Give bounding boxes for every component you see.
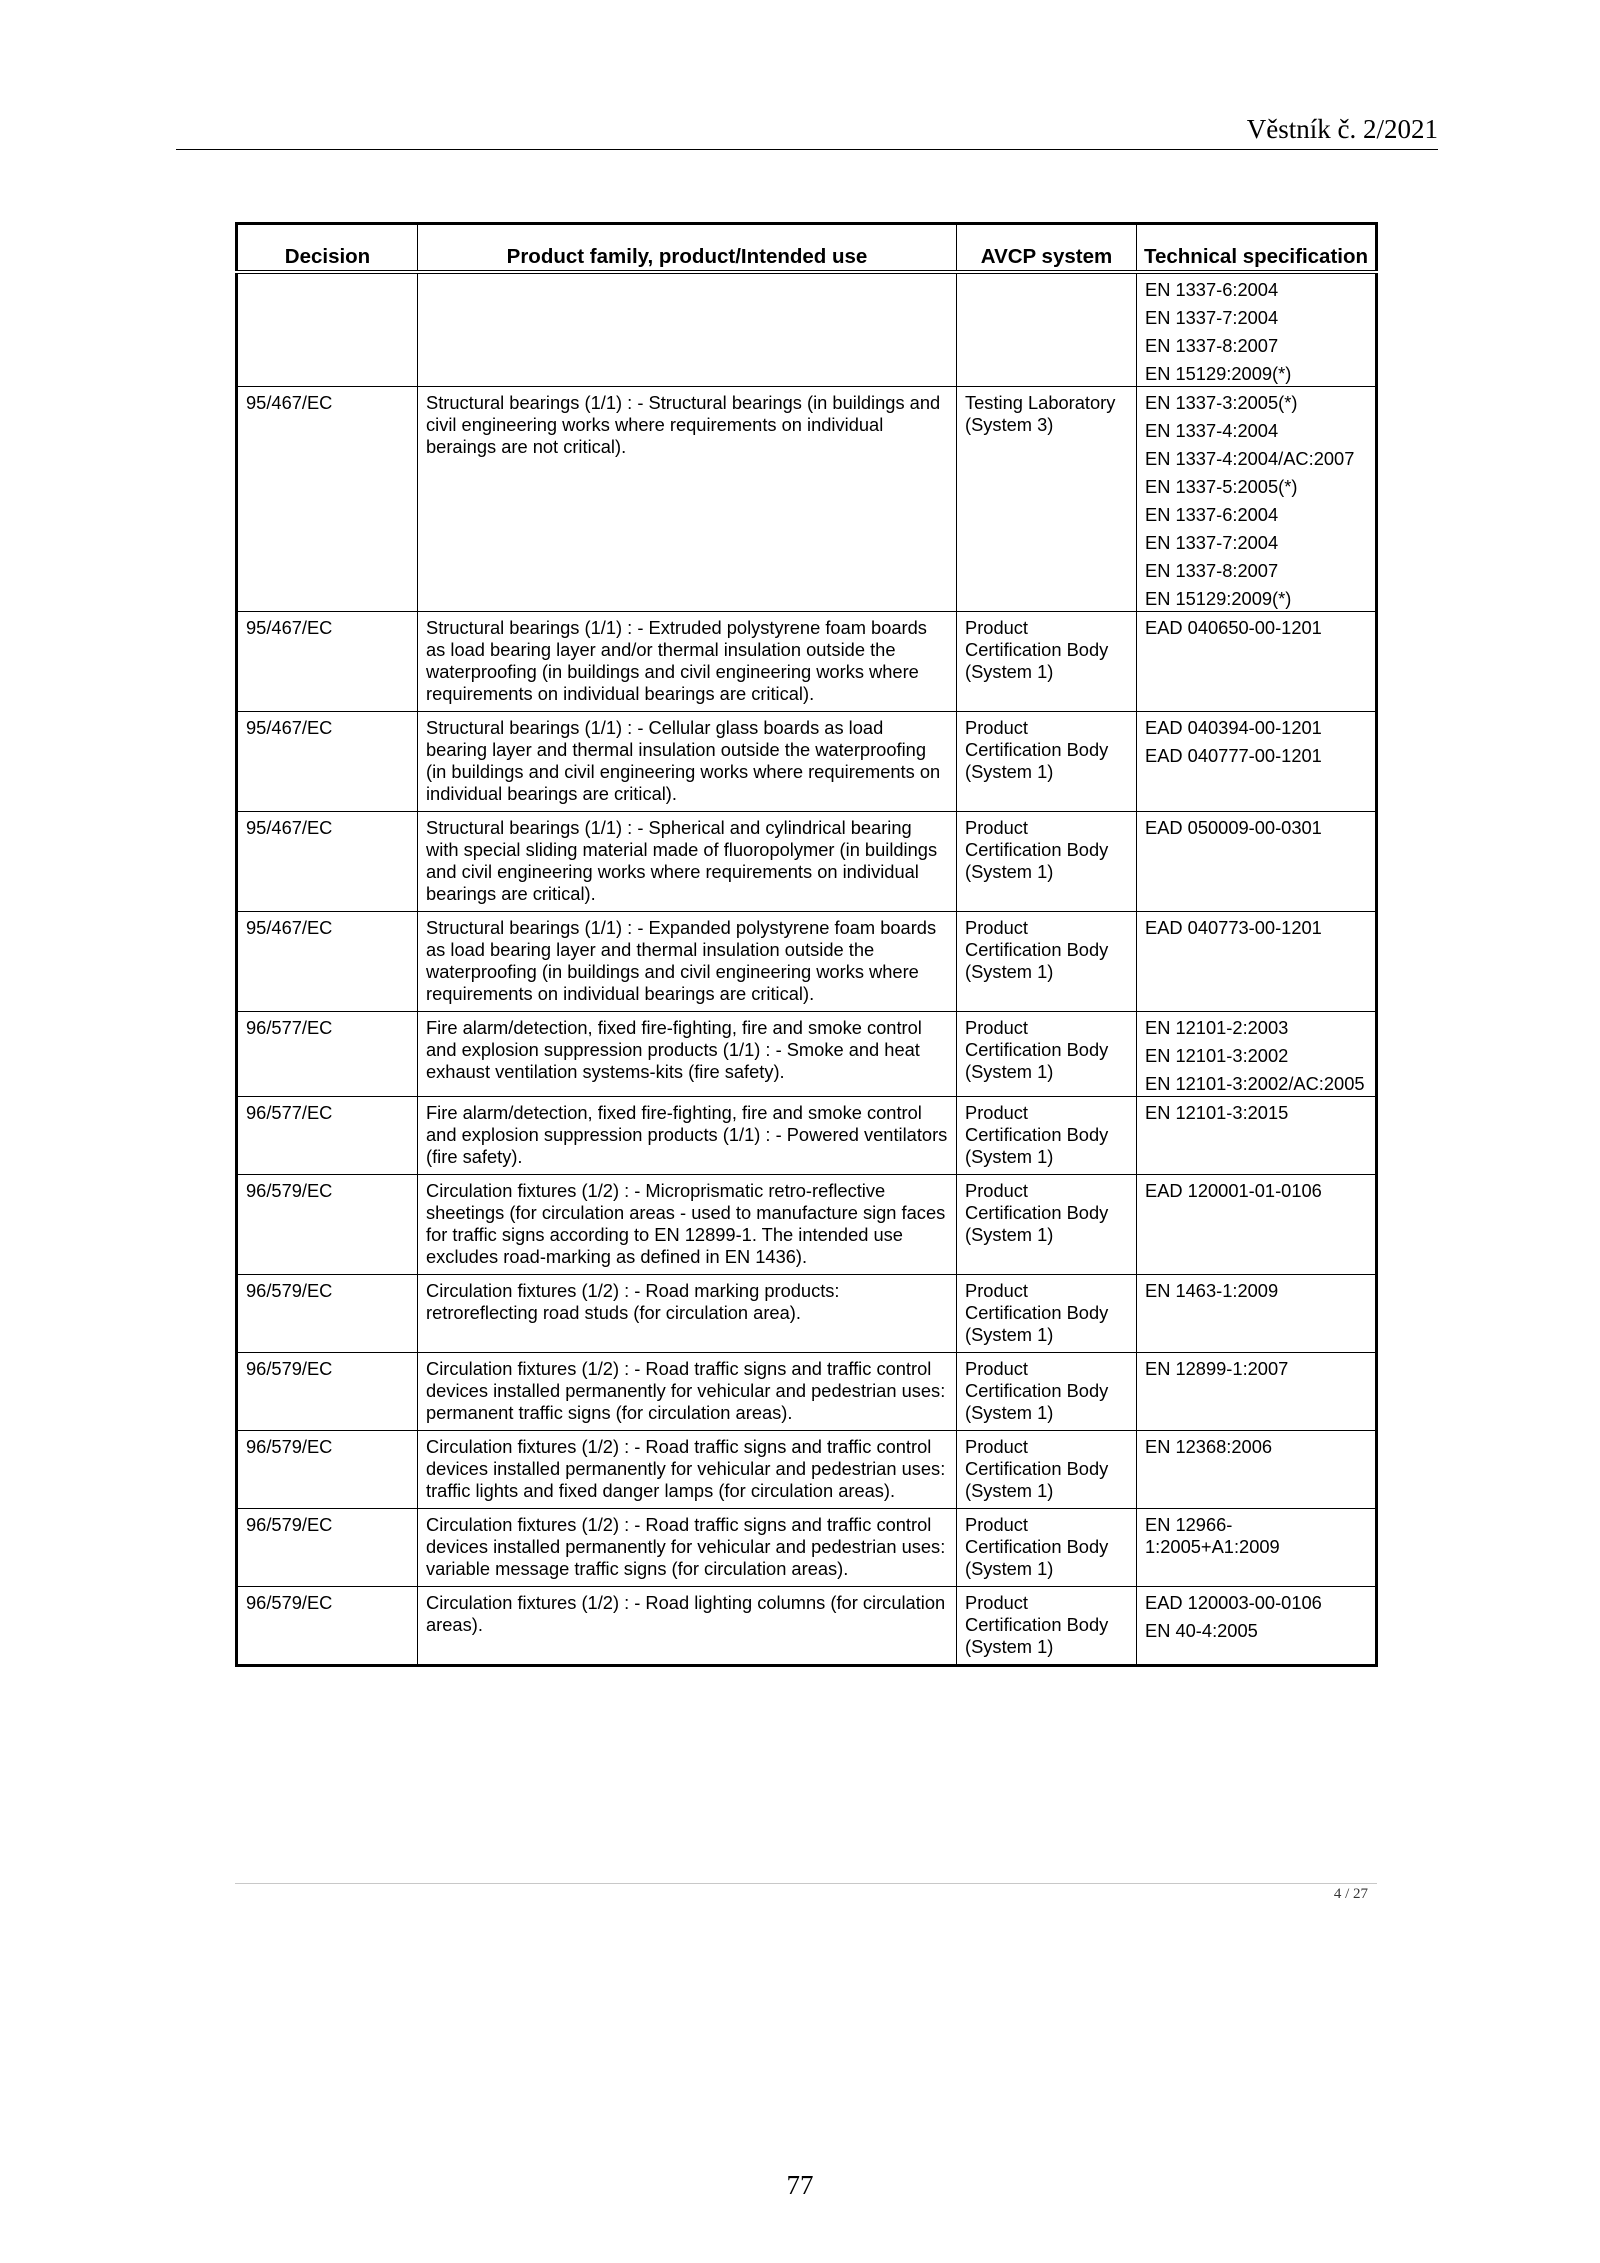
technical-specification-cell [1137, 1011, 1377, 1096]
decision-cell-text: 95/467/EC [246, 816, 333, 838]
specification-entry: EN 1337-6:2004 [1145, 278, 1279, 300]
product-cell [418, 711, 957, 811]
column-header-technical-specification: Technical specification [1137, 224, 1377, 272]
decision-cell-text: 95/467/EC [246, 616, 333, 638]
table-row [237, 1430, 1377, 1508]
table-row [237, 611, 1377, 711]
table-body [237, 272, 1377, 1666]
avcp-cell-text: Product Certification Body (System 1) [965, 1357, 1109, 1423]
decision-cell-text: 96/579/EC [246, 1513, 333, 1535]
specification-entry: EN 1337-4:2004 [1145, 419, 1279, 441]
product-cell-text [418, 274, 956, 285]
avcp-cell-text: Testing Laboratory (System 3) [965, 391, 1116, 435]
technical-specification-cell [1137, 386, 1377, 611]
product-cell-text: Structural bearings (1/1) : - Structural bearings (in buildings and civil engineering works where requirements on individual beraings are not critical). [426, 391, 941, 457]
footer-divider [235, 1883, 1377, 1884]
table-row [237, 1352, 1377, 1430]
decision-cell-text: 95/467/EC [246, 391, 333, 413]
technical-specification-cell [1137, 711, 1377, 811]
table-row [237, 386, 1377, 611]
product-cell-text: Circulation fixtures (1/2) : - Road traffic signs and traffic control devices installed permanently for vehicular and pedestrian uses: permanent traffic signs (for circulation areas). [426, 1357, 946, 1423]
specification-entry: EAD 120003-00-0106 [1145, 1591, 1322, 1613]
decision-cell-text: 96/579/EC [246, 1279, 333, 1301]
table-row [237, 1274, 1377, 1352]
decision-cell [237, 1096, 418, 1174]
technical-specification-cell [1137, 611, 1377, 711]
table-row [237, 1586, 1377, 1665]
table-header-row [237, 224, 1377, 272]
specification-entry: EN 1337-8:2007 [1145, 559, 1279, 581]
column-header-product: Product family, product/Intended use [418, 224, 957, 272]
technical-specification-cell [1137, 1586, 1377, 1665]
avcp-cell-text: Product Certification Body (System 1) [965, 1101, 1109, 1167]
product-cell-text: Structural bearings (1/1) : - Cellular glass boards as load bearing layer and thermal insulation outside the waterproofing (in buildings and civil engineering works where requirements on individual bearings are critical). [426, 716, 941, 804]
decision-cell-text: 96/577/EC [246, 1101, 333, 1123]
avcp-cell [957, 1430, 1137, 1508]
product-cell-text: Structural bearings (1/1) : - Extruded polystyrene foam boards as load bearing layer and/or thermal insulation outside the waterproofing (in buildings and civil engineering works where requirements on individual bearings are critical). [426, 616, 927, 704]
specification-entry: EN 1337-3:2005(*) [1145, 391, 1298, 413]
technical-specification-cell [1137, 1274, 1377, 1352]
specification-entry: EN 12899-1:2007 [1145, 1357, 1289, 1379]
specification-entry: EAD 040777-00-1201 [1145, 744, 1322, 766]
specification-entry: EN 12101-3:2015 [1145, 1101, 1289, 1123]
avcp-cell-text: Product Certification Body (System 1) [965, 816, 1109, 882]
technical-specification-cell [1137, 1508, 1377, 1586]
decision-cell-text: 96/579/EC [246, 1591, 333, 1613]
avcp-cell [957, 1586, 1137, 1665]
specification-entry: EAD 040773-00-1201 [1145, 916, 1322, 938]
product-cell [418, 386, 957, 611]
table-row [237, 1174, 1377, 1274]
product-cell [418, 1174, 957, 1274]
product-cell-text: Structural bearings (1/1) : - Spherical and cylindrical bearing with special sliding material made of fluoropolymer (in buildings and civil engineering works where requirements on individual bearings are critical). [426, 816, 938, 904]
avcp-cell-text: Product Certification Body (System 1) [965, 716, 1109, 782]
table-row [237, 1508, 1377, 1586]
product-cell-text: Circulation fixtures (1/2) : - Road traffic signs and traffic control devices installed permanently for vehicular and pedestrian uses: traffic lights and fixed danger lamps (for circulation areas). [426, 1435, 946, 1501]
decision-cell-text: 96/577/EC [246, 1016, 333, 1038]
product-cell [418, 272, 957, 387]
running-head [176, 112, 1438, 150]
specification-entry: EN 12101-3:2002/AC:2005 [1145, 1072, 1365, 1094]
product-cell-text: Circulation fixtures (1/2) : - Road traffic signs and traffic control devices installed permanently for vehicular and pedestrian uses: variable message traffic signs (for circulation areas). [426, 1513, 946, 1579]
decision-cell [237, 386, 418, 611]
product-cell-text: Circulation fixtures (1/2) : - Microprismatic retro-reflective sheetings (for circulation areas - used to manufacture sign faces for traffic signs according to EN 12899-1. The intended use excludes road-marking as defined in EN 1436). [426, 1179, 946, 1267]
specification-table [235, 222, 1378, 1667]
specification-entry: EN 12368:2006 [1145, 1435, 1273, 1457]
avcp-cell-text: Product Certification Body (System 1) [965, 916, 1109, 982]
specification-entry: EAD 040650-00-1201 [1145, 616, 1322, 638]
decision-cell-text: 95/467/EC [246, 916, 333, 938]
column-header-decision: Decision [237, 224, 418, 272]
avcp-cell [957, 1274, 1137, 1352]
table-row [237, 1096, 1377, 1174]
product-cell-text: Fire alarm/detection, fixed fire-fighting, fire and smoke control and explosion suppression products (1/1) : - Powered ventilators (fire safety). [426, 1101, 948, 1167]
decision-cell-text: 96/579/EC [246, 1435, 333, 1457]
avcp-cell-text: Product Certification Body (System 1) [965, 1435, 1109, 1501]
product-cell-text: Circulation fixtures (1/2) : - Road marking products: retroreflecting road studs (for circulation area). [426, 1279, 840, 1323]
specification-entry: EN 1337-7:2004 [1145, 531, 1279, 553]
avcp-cell-text: Product Certification Body (System 1) [965, 1591, 1109, 1657]
specification-entry: EN 1337-6:2004 [1145, 503, 1279, 525]
technical-specification-cell [1137, 1174, 1377, 1274]
technical-specification-cell [1137, 272, 1377, 387]
avcp-cell-text: Product Certification Body (System 1) [965, 1179, 1109, 1245]
specification-entry: EN 15129:2009(*) [1145, 587, 1292, 609]
table-row [237, 811, 1377, 911]
decision-cell [237, 611, 418, 711]
decision-cell-text: 95/467/EC [246, 716, 333, 738]
avcp-cell [957, 1096, 1137, 1174]
decision-cell [237, 911, 418, 1011]
avcp-cell [957, 1352, 1137, 1430]
specification-entry: EN 12966-1:2005+A1:2009 [1145, 1513, 1280, 1557]
technical-specification-cell [1137, 1352, 1377, 1430]
column-header-avcp: AVCP system [957, 224, 1137, 272]
table-row [237, 272, 1377, 387]
avcp-cell [957, 272, 1137, 387]
specification-entry: EN 1463-1:2009 [1145, 1279, 1279, 1301]
product-cell [418, 1352, 957, 1430]
journal-title: Věstník č. 2/2021 [1246, 114, 1438, 144]
product-cell-text: Fire alarm/detection, fixed fire-fighting, fire and smoke control and explosion suppression products (1/1) : - Smoke and heat exhaust ventilation systems-kits (fire safety). [426, 1016, 922, 1082]
decision-cell [237, 811, 418, 911]
decision-cell [237, 711, 418, 811]
avcp-cell [957, 911, 1137, 1011]
technical-specification-cell [1137, 1430, 1377, 1508]
decision-cell [237, 1352, 418, 1430]
decision-cell [237, 1586, 418, 1665]
avcp-cell [957, 1174, 1137, 1274]
decision-cell-text: 96/579/EC [246, 1179, 333, 1201]
technical-specification-cell [1137, 911, 1377, 1011]
specification-entry: EAD 050009-00-0301 [1145, 816, 1322, 838]
product-cell [418, 611, 957, 711]
avcp-cell [957, 711, 1137, 811]
product-cell-text: Circulation fixtures (1/2) : - Road lighting columns (for circulation areas). [426, 1591, 946, 1635]
page-number: 77 [786, 2170, 814, 2200]
product-cell [418, 1586, 957, 1665]
decision-cell [237, 1430, 418, 1508]
product-cell [418, 1430, 957, 1508]
decision-cell-text: 96/579/EC [246, 1357, 333, 1379]
specification-entry: EN 1337-5:2005(*) [1145, 475, 1298, 497]
specification-entry: EAD 120001-01-0106 [1145, 1179, 1322, 1201]
specification-entry: EN 1337-7:2004 [1145, 306, 1279, 328]
decision-cell-text [238, 274, 417, 285]
decision-cell [237, 1274, 418, 1352]
table-row [237, 711, 1377, 811]
product-cell [418, 1011, 957, 1096]
specification-entry: EN 1337-4:2004/AC:2007 [1145, 447, 1355, 469]
specification-entry: EN 12101-2:2003 [1145, 1016, 1289, 1038]
footer-page-of: 4 / 27 [1333, 1886, 1368, 1902]
technical-specification-cell [1137, 1096, 1377, 1174]
product-cell [418, 1508, 957, 1586]
technical-specification-cell [1137, 811, 1377, 911]
specification-entry: EN 15129:2009(*) [1145, 362, 1292, 384]
avcp-cell-text: Product Certification Body (System 1) [965, 1016, 1109, 1082]
avcp-cell-text: Product Certification Body (System 1) [965, 1279, 1109, 1345]
avcp-cell [957, 386, 1137, 611]
avcp-cell [957, 611, 1137, 711]
decision-cell [237, 272, 418, 387]
product-cell [418, 811, 957, 911]
specification-entry: EN 1337-8:2007 [1145, 334, 1279, 356]
specification-entry: EAD 040394-00-1201 [1145, 716, 1322, 738]
product-cell [418, 1274, 957, 1352]
avcp-cell [957, 811, 1137, 911]
decision-cell [237, 1174, 418, 1274]
product-cell-text: Structural bearings (1/1) : - Expanded polystyrene foam boards as load bearing layer and thermal insulation outside the waterproofing (in buildings and civil engineering works where requirements on individual bearings are critical). [426, 916, 937, 1004]
avcp-cell-text: Product Certification Body (System 1) [965, 616, 1109, 682]
avcp-cell-text: Product Certification Body (System 1) [965, 1513, 1109, 1579]
table-row [237, 1011, 1377, 1096]
avcp-cell [957, 1011, 1137, 1096]
decision-cell [237, 1508, 418, 1586]
product-cell [418, 911, 957, 1011]
specification-entry: EN 40-4:2005 [1145, 1619, 1258, 1641]
avcp-cell [957, 1508, 1137, 1586]
decision-cell [237, 1011, 418, 1096]
avcp-cell-text [957, 274, 1136, 285]
table-row [237, 911, 1377, 1011]
specification-entry: EN 12101-3:2002 [1145, 1044, 1289, 1066]
product-cell [418, 1096, 957, 1174]
